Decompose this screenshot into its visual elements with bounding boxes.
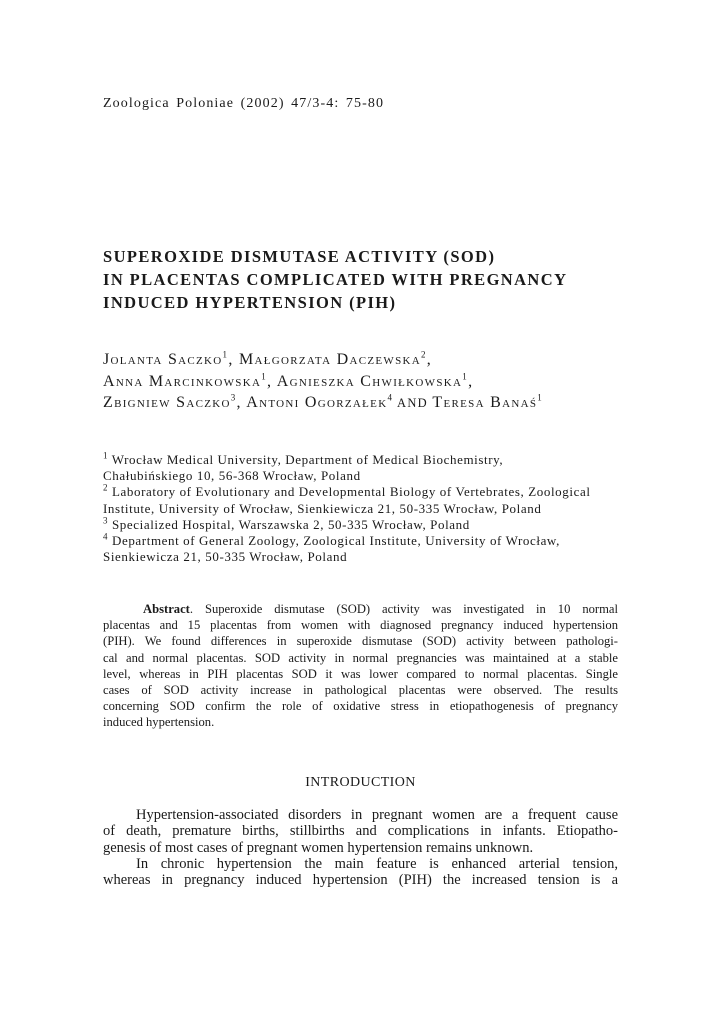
affiliation-line xyxy=(103,517,623,533)
affiliation-text: Wrocław Medical University, Department of Medical Biochemistry, xyxy=(111,452,504,467)
author-affiliation-mark: 3 xyxy=(230,392,237,403)
affiliation-line xyxy=(103,468,623,484)
introduction-body xyxy=(103,807,618,888)
body-line: whereas in pregnancy induced hypertension (PIH) the increased tension is a xyxy=(103,872,618,889)
author-line xyxy=(103,392,663,415)
author-separator: , xyxy=(468,372,474,390)
abstract-line: level, whereas in PIH placentas SOD it was lower compared to normal placentas. Single xyxy=(103,666,618,681)
author-separator: AND xyxy=(393,396,433,410)
affiliation-line xyxy=(103,501,623,517)
abstract-line: induced hypertension. xyxy=(103,715,215,730)
abstract-line: concerning SOD confirm the role of oxidative stress in etiopathogenesis of pregnancy xyxy=(103,699,618,714)
affiliation-text: Sienkiewicza 21, 50-335 Wrocław, Poland xyxy=(103,549,348,565)
author-separator: , xyxy=(236,394,247,411)
author-line xyxy=(103,371,663,393)
author-name: Anna Marcinkowska xyxy=(103,372,262,390)
affiliation-line xyxy=(103,484,623,500)
abstract-line: placentas and 15 placentas from women with diagnosed pregnancy induced hypertension xyxy=(103,618,618,633)
affiliation-line xyxy=(103,452,623,468)
affiliation-mark: 1 xyxy=(103,450,109,461)
author-affiliation-mark: 4 xyxy=(387,392,394,403)
body-line: In chronic hypertension the main feature is enhanced arterial tension, xyxy=(136,855,618,872)
author-separator: , xyxy=(267,372,277,390)
author-separator: , xyxy=(426,351,433,368)
affiliation-text: Department of General Zoology, Zoological Institute, University of Wrocław, xyxy=(111,533,560,549)
affiliation-text: Laboratory of Evolutionary and Developmental Biology of Vertebrates, Zoological xyxy=(111,484,591,500)
affiliation-mark: 2 xyxy=(103,483,109,494)
journal-reference: Zoologica Poloniae (2002) 47/3-4: 75-80 xyxy=(103,96,385,111)
affiliations xyxy=(103,452,623,565)
body-line: of death, premature births, stillbirths and complications in infants. Etiopatho- xyxy=(103,823,618,840)
author-name: Agnieszka Chwiłkowska xyxy=(276,372,463,390)
abstract-line: (PIH). We found differences in superoxide dismutase (SOD) activity between pathologi- xyxy=(103,634,618,649)
abstract-line: cal and normal placentas. SOD activity in normal pregnancies was maintained at a stable xyxy=(103,650,618,665)
author-name: Antoni Ogorzałek xyxy=(246,394,388,411)
abstract-line: cases of SOD activity increase in pathological placentas were observed. The results xyxy=(103,682,618,697)
author-name: Małgorzata Daczewska xyxy=(238,351,421,368)
author-affiliation-mark: 1 xyxy=(261,371,268,382)
author-name: Teresa Banaś xyxy=(432,394,538,411)
affiliation-text: Chałubińskiego 10, 56-368 Wrocław, Poland xyxy=(103,468,361,484)
affiliation-text: Institute, University of Wrocław, Sienkiewicza 21, 50-335 Wrocław, Poland xyxy=(103,500,542,516)
abstract-line xyxy=(103,601,618,617)
author-separator: , xyxy=(228,351,239,368)
body-line: genesis of most cases of pregnant women hypertension remains unknown. xyxy=(103,839,534,856)
author-affiliation-mark: 1 xyxy=(222,349,229,360)
affiliation-mark: 3 xyxy=(103,515,109,526)
author-name: Zbigniew Saczko xyxy=(103,394,231,411)
affiliation-mark: 4 xyxy=(103,531,109,542)
abstract xyxy=(103,601,618,731)
affiliation-text: Specialized Hospital, Warszawska 2, 50-335 Wrocław, Poland xyxy=(111,516,470,532)
author-affiliation-mark: 2 xyxy=(420,349,427,360)
title-line: SUPEROXIDE DISMUTASE ACTIVITY (SOD) xyxy=(103,247,496,266)
title-line: IN PLACENTAS COMPLICATED WITH PREGNANCY xyxy=(103,270,568,289)
article-title xyxy=(103,245,663,314)
abstract-label: Abstract xyxy=(143,602,190,616)
body-line: Hypertension-associated disorders in pregnant women are a frequent cause xyxy=(136,807,618,823)
abstract-text: . Superoxide dismutase (SOD) activity was investigated in 10 normal xyxy=(189,602,618,616)
affiliation-line xyxy=(103,549,623,565)
author-name: Jolanta Saczko xyxy=(103,351,223,368)
author-affiliation-mark: 1 xyxy=(462,371,469,382)
author-affiliation-mark: 1 xyxy=(537,392,544,403)
section-heading: INTRODUCTION xyxy=(305,775,416,790)
affiliation-line xyxy=(103,533,623,549)
title-line: INDUCED HYPERTENSION (PIH) xyxy=(103,293,397,312)
author-list xyxy=(103,349,663,415)
author-line xyxy=(103,349,663,371)
